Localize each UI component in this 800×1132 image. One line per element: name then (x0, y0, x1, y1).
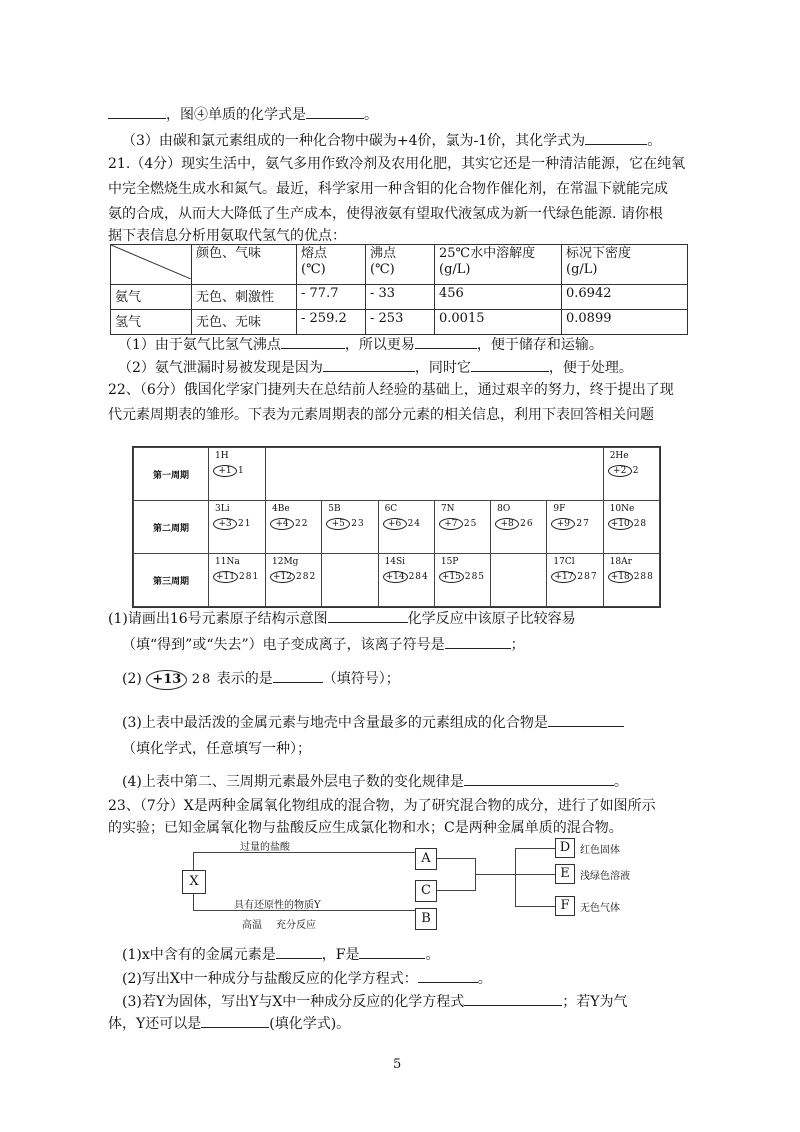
answer-blank[interactable] (418, 968, 478, 983)
element-cell: 7N +7 25 (434, 501, 490, 554)
text: （2）氨气泄漏时易被发现是因为 (118, 360, 323, 376)
text: (4)上表中第二、三周期元素最外层电子数的变化规律是 (122, 774, 464, 790)
q23-sub-3 (122, 991, 628, 1011)
diagonal-header-cell (111, 245, 192, 285)
text: 表示的是 (216, 671, 273, 687)
arrow-line (515, 874, 555, 875)
text: ，同时它 (414, 360, 471, 376)
q22-sub-2 (122, 668, 400, 690)
box-d: D (555, 838, 575, 858)
box-f: F (555, 896, 575, 916)
connector (475, 874, 515, 875)
element-cell (603, 448, 659, 501)
reagent-label: 过量的盐酸 (240, 842, 290, 853)
answer-blank[interactable] (415, 334, 477, 349)
answer-blank[interactable] (273, 668, 323, 683)
answer-blank[interactable] (548, 712, 624, 727)
experiment-flow-diagram (178, 836, 640, 932)
text: （填符号）； (322, 671, 400, 687)
periodic-table (132, 446, 661, 608)
element-cell: 5B +5 23 (322, 501, 378, 554)
q21-sub-1 (118, 334, 603, 354)
header-solubility: 25℃水中溶解度 (g/L) (435, 245, 562, 285)
element-cell: 15P +15 285 (434, 554, 490, 607)
condition-label: 充分反应 (276, 920, 316, 931)
empty-element-cell (491, 554, 547, 607)
atom-structure (608, 465, 640, 477)
q23-sub-1 (122, 944, 439, 964)
cell-mp: - 259.2 (297, 310, 366, 335)
answer-blank[interactable] (108, 104, 166, 119)
answer-blank[interactable] (201, 1013, 269, 1028)
element-cell: 9F +9 27 (547, 501, 603, 554)
header-density: 标况下密度 (g/L) (562, 245, 688, 285)
period-label: 第二周期 (134, 501, 209, 554)
text: ，图④单质的化学式是 (166, 107, 306, 123)
nucleus: +1 (213, 465, 237, 477)
condition-label: 高温 (242, 920, 262, 931)
q22-line-1: 22、（6分）俄国化学家门捷列夫在总结前人经验的基础上，通过艰辛的努力，终于提出了现 (108, 382, 674, 398)
cell-name: 氨气 (111, 285, 192, 310)
element-cell: 12Mg +12 282 (266, 554, 322, 607)
text: 体，Y还可以是 (108, 1016, 202, 1032)
q23-line-2: 的实验；已知金属氧化物与盐酸反应生成氯化物和水；C是两种金属单质的混合物。 (108, 820, 623, 836)
q22-sub-3 (122, 712, 624, 732)
element-cell: 3Li +3 21 (209, 501, 266, 554)
cell-bp: - 33 (366, 285, 435, 310)
cell-color: 无色、无味 (192, 310, 297, 335)
q22-line-2: 代元素周期表的雏形。下表为元素周期表的部分元素的相关信息，利用下表回答相关问题 (108, 407, 654, 423)
box-a: A (415, 848, 437, 870)
element-cell: 4Be +4 22 (266, 501, 322, 554)
element-symbol: 2He (609, 451, 629, 461)
electron-shells: 2 (632, 466, 640, 476)
q23-sub-3-cont (108, 1013, 350, 1033)
header-bp: 沸点 (℃) (366, 245, 435, 285)
text: ，所以更易 (344, 337, 415, 353)
header-mp: 熔点 (℃) (297, 245, 366, 285)
arrow-line (193, 852, 415, 853)
empty-element-cell (322, 554, 378, 607)
table-row (111, 285, 688, 310)
answer-blank[interactable] (359, 944, 425, 959)
element-cell: 10Ne +10 28 (603, 501, 659, 554)
q21-line-1: 21.（4分）现实生活中，氨气多用作致冷剂及农用化肥，其实它还是一种清洁能源，它在纯氧 (108, 156, 686, 172)
element-cell: 11Na +11 281 (209, 554, 266, 607)
answer-blank[interactable] (464, 991, 562, 1006)
q22-sub-3-cont: （填化学式，任意填写一种）； (122, 741, 311, 757)
answer-blank[interactable] (471, 357, 549, 372)
q23-sub-2 (122, 968, 492, 988)
cell-color: 无色、刺激性 (192, 285, 297, 310)
answer-blank[interactable] (276, 944, 322, 959)
box-e: E (555, 864, 575, 884)
answer-blank[interactable] (328, 608, 408, 623)
text: 。 (425, 947, 440, 963)
element-cell: 6C +6 24 (378, 501, 434, 554)
text: (3)若Y为固体，写出Y与X中一种成分反应的化学方程式 (122, 994, 465, 1010)
ion-structure-icon: +13 (146, 670, 187, 690)
text: 。 (647, 133, 662, 149)
text: ，便于储存和运输。 (476, 337, 603, 353)
text: 。 (364, 107, 378, 123)
cell-name: 氢气 (111, 310, 192, 335)
product-label: 浅绿色溶液 (580, 871, 630, 882)
text: ，便于处理。 (548, 360, 633, 376)
text: ；若Y为气 (562, 994, 628, 1010)
cell-density: 0.6942 (562, 285, 688, 310)
table-row (111, 310, 688, 335)
element-cell: 18Ar +18 288 (603, 554, 659, 607)
element-cell: 17Cl +17 287 (547, 554, 603, 607)
element-cell: 8O +8 26 (491, 501, 547, 554)
text: (填化学式)。 (269, 1016, 351, 1032)
arrow-line (515, 906, 555, 907)
q21-line-2: 中完全燃烧生成水和氮气。最近，科学家用一种含钼的化合物作催化剂，在常温下就能完成 (108, 181, 668, 197)
product-label: 红色固体 (580, 845, 620, 856)
q22-sub-1 (108, 608, 576, 628)
connector (515, 848, 516, 906)
product-label: 无色气体 (580, 903, 620, 914)
box-b: B (415, 908, 437, 930)
q22-sub-1-cont (122, 634, 525, 654)
text: （填“得到”或“失去”）电子变成离子，该离子符号是 (122, 637, 445, 653)
arrow-line (515, 848, 555, 849)
text: (3)上表中最活泼的金属元素与地壳中含量最多的元素组成的化合物是 (122, 715, 548, 731)
box-x: X (182, 870, 206, 894)
text: (1)请画出16号元素原子结构示意图 (108, 611, 328, 627)
text: ； (510, 637, 525, 653)
reagent-label: 具有还原性的物质Y (234, 900, 321, 911)
q22-sub-4 (122, 771, 628, 791)
text: ，F是 (321, 947, 360, 963)
element-cell (209, 448, 266, 501)
property-table (110, 244, 688, 335)
text: (1)x中含有的金属元素是 (122, 947, 276, 963)
text: (2) (122, 671, 142, 687)
cell-sol: 456 (435, 285, 562, 310)
atom-structure (213, 465, 245, 477)
text: （1）由于氨气比氢气沸点 (118, 337, 281, 353)
q21-line-3: 氨的合成，从而大大降低了生产成本，使得液氨有望取代液氢成为新一代绿色能源. 请你根 (108, 206, 663, 222)
text: 。 (613, 774, 628, 790)
connector (193, 893, 194, 910)
connector (193, 852, 194, 870)
diagonal-line (111, 245, 191, 279)
text: 。 (477, 971, 492, 987)
top-line-1 (108, 104, 378, 124)
cell-mp: - 77.7 (297, 285, 366, 310)
element-symbol: 1H (215, 451, 229, 461)
answer-blank[interactable] (323, 357, 415, 372)
q21-line-4: 据下表信息分析用氨取代氢气的优点： (108, 228, 346, 244)
period-label: 第三周期 (134, 554, 209, 607)
ion-shells: 28 (191, 672, 213, 687)
electron-shells: 1 (238, 466, 245, 476)
page-number: 5 (393, 1057, 402, 1072)
answer-blank[interactable] (464, 771, 614, 786)
text: （3）由碳和氯元素组成的一种化合物中碳为+4价，氯为-1价，其化学式为 (122, 133, 586, 149)
cell-bp: - 253 (366, 310, 435, 335)
cell-sol: 0.0015 (435, 310, 562, 335)
answer-blank[interactable] (445, 634, 511, 649)
connector (437, 858, 475, 859)
answer-blank[interactable] (585, 130, 647, 145)
q21-sub-2 (118, 357, 633, 377)
answer-blank[interactable] (281, 334, 345, 349)
header-color: 颜色、气味 (192, 245, 297, 285)
period-label: 第一周期 (134, 448, 209, 501)
element-cell: 14Si +14 284 (378, 554, 434, 607)
nucleus: +2 (608, 465, 632, 477)
answer-blank[interactable] (306, 104, 364, 119)
cell-density: 0.0899 (562, 310, 688, 335)
text: (2)写出X中一种成分与盐酸反应的化学方程式： (122, 971, 418, 987)
empty-span (266, 448, 604, 501)
top-line-2 (122, 130, 661, 150)
text: 化学反应中该原子比较容易 (407, 611, 576, 627)
q23-line-1: 23、（7分）X是两种金属氧化物组成的混合物，为了研究混合物的成分，进行了如图所示 (108, 798, 656, 814)
box-c: C (415, 880, 437, 902)
connector (437, 890, 475, 891)
